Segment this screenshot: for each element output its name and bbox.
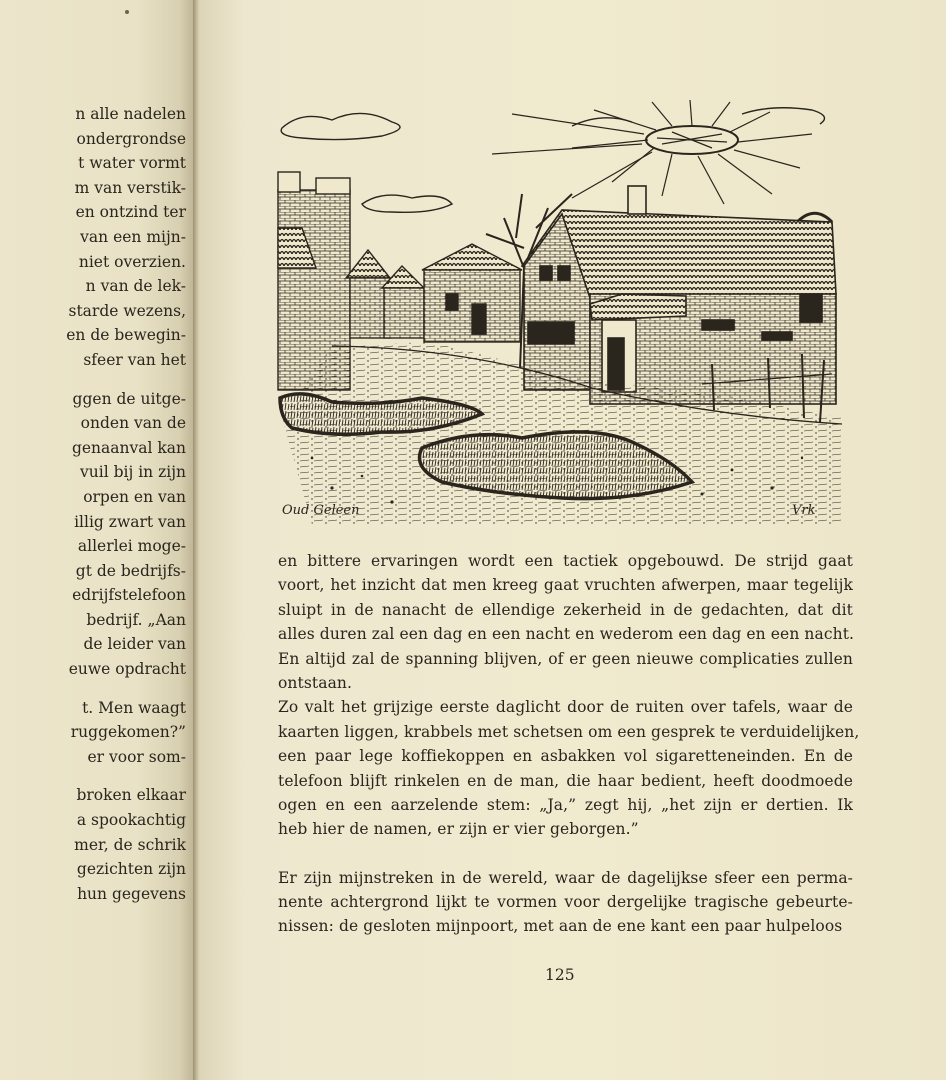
village-street-illustration (272, 98, 842, 524)
text-line: Zo valt het grijzige eerste daglicht door de ruiten over tafels, waar de (278, 698, 853, 717)
text-line: telefoon blijft rinkelen en de man, die haar bedient, heeft doodmoede (278, 771, 853, 790)
text-line: en bittere ervaringen wordt een tactiek opgebouwd. De strijd gaat (278, 552, 853, 570)
left-page-line: starde wezens, (68, 301, 186, 320)
left-page-line: gezichten zijn (76, 860, 186, 879)
text-line: ontstaan. (278, 673, 353, 692)
illustration-signature: Vrk (792, 503, 816, 518)
paragraph-1 (278, 549, 853, 695)
text-line: een paar lege koffiekoppen en asbakken vol sigaretteneinden. En de (278, 747, 853, 766)
left-page-line: van een mijn- (80, 227, 186, 246)
left-page-line: orpen en van (83, 487, 186, 506)
left-page-line: en de bewegin- (66, 326, 186, 345)
text-line: nissen: de gesloten mijnpoort, met aan de ene kant een paar hulpeloos (278, 917, 843, 936)
text-line: En altijd zal de spanning blijven, of er geen nieuwe complicaties zullen (278, 649, 853, 668)
left-page-line: illig zwart van (74, 512, 186, 531)
page-number: 125 (545, 966, 575, 984)
paragraph-2 (278, 695, 860, 841)
text-line: nente achtergrond lijkt te vormen voor dergelijke tragische gebeurte- (278, 893, 853, 912)
left-page (0, 0, 195, 1080)
left-page-line: m van verstik- (74, 178, 186, 197)
left-page-line: n alle nadelen (75, 105, 186, 123)
left-page-line: allerlei moge- (77, 537, 186, 556)
left-page-line: edrijfstelefoon (72, 586, 186, 605)
left-page-line: onden van de (80, 414, 186, 433)
left-page-line: n van de lek- (85, 277, 186, 296)
left-page-line: en ontzind ter (75, 203, 186, 222)
left-page-line: gt de bedrijfs- (75, 561, 186, 580)
clouds (281, 108, 824, 213)
left-page-line: vuil bij in zijn (80, 463, 186, 482)
main-farmhouse (522, 186, 836, 404)
left-page-line: de leider van (83, 635, 186, 654)
body-text (278, 549, 860, 939)
left-page-line: t. Men waagt (82, 698, 186, 717)
left-page-line: niet overzien. (78, 252, 186, 271)
sun (492, 100, 812, 204)
left-page-line: a spookachtig (76, 811, 186, 830)
left-page-line: ggen de uitge- (72, 389, 186, 408)
paragraph-3 (278, 866, 853, 939)
text-line: sluipt in de nanacht de ellendige zekerheid in de gedachten, dat dit (278, 600, 853, 619)
left-page-line: broken elkaar (76, 786, 186, 805)
left-page-line (0, 682, 186, 696)
left-page-line: mer, de schrik (74, 835, 186, 854)
text-line: Er zijn mijnstreken in de wereld, waar de dagelijkse sfeer een perma- (278, 868, 853, 887)
text-line: heb hier de namen, er zijn er vier geborgen.” (278, 820, 639, 839)
paper-fleck (125, 10, 129, 14)
left-page-text (0, 102, 186, 906)
left-page-line: ruggekomen?” (70, 723, 186, 742)
text-line: voort, het inzicht dat men kreeg gaat vruchten afwerpen, maar tegelijk (278, 576, 853, 595)
left-page-line: euwe opdracht (68, 660, 186, 679)
left-page-line: t water vormt (78, 154, 186, 173)
text-line: alles duren zal een dag en een nacht en wederom een dag en een nacht. (278, 625, 855, 644)
text-line: ogen en een aarzelende stem: „Ja,” zegt hij, „het zijn er dertien. Ik (278, 795, 853, 814)
left-page-line (0, 373, 186, 387)
left-page-line: hun gegevens (77, 884, 186, 903)
text-line: kaarten liggen, krabbels met schetsen om een gesprek te verduidelijken, (278, 722, 860, 741)
left-page-line: sfeer van het (83, 350, 186, 369)
left-page-line: er voor som- (87, 747, 186, 766)
illustration-caption-title: Oud Geleen (282, 503, 360, 518)
left-page-line: ondergrondse (76, 129, 186, 148)
left-page-line: genaanval kan (71, 438, 186, 457)
left-page-line (0, 769, 186, 783)
left-page-line: bedrijf. „Aan (86, 610, 186, 629)
